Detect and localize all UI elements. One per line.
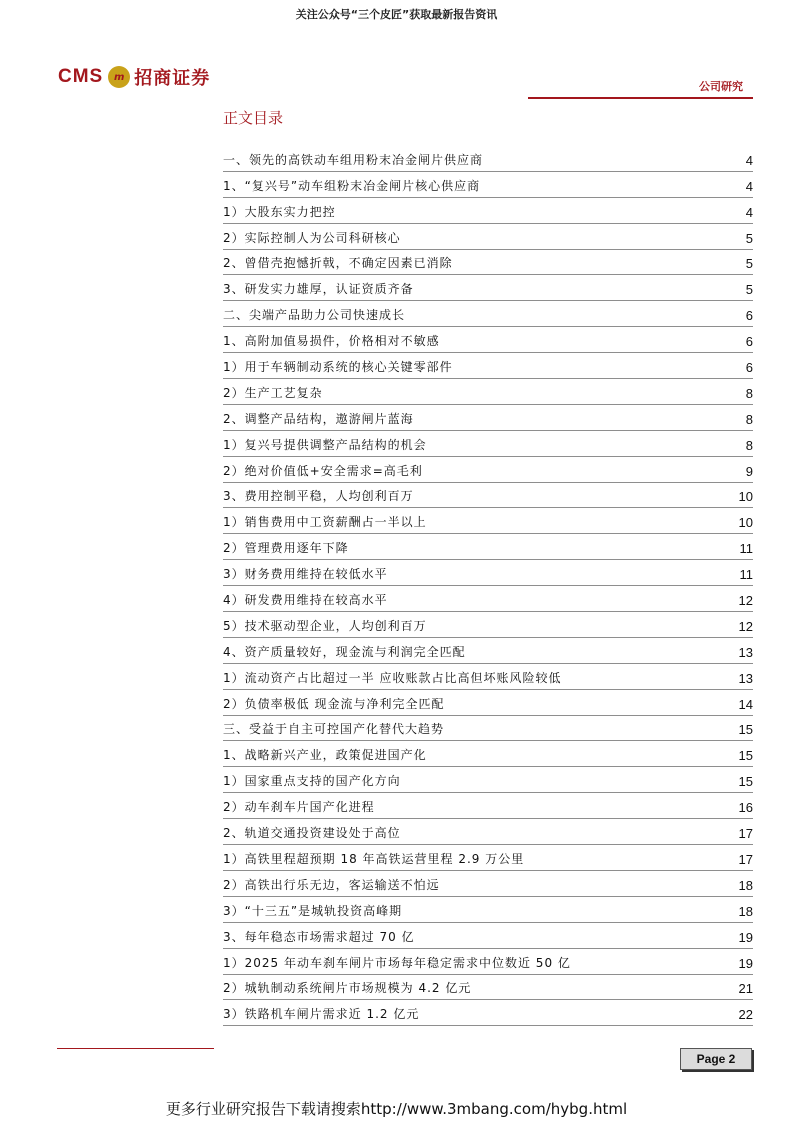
toc-entry-page: 8 <box>745 411 753 427</box>
toc-entry-label: 3、每年稳态市场需求超过 70 亿 <box>223 929 415 944</box>
toc-entry-page: 14 <box>738 696 753 712</box>
toc-entry-label: 5）技术驱动型企业，人均创利百万 <box>223 618 427 633</box>
toc-entry[interactable] <box>223 1000 753 1026</box>
toc-entry[interactable] <box>223 301 753 327</box>
report-section-label: 公司研究 <box>699 80 743 93</box>
toc-entry-label: 1）销售费用中工资薪酬占一半以上 <box>223 515 427 530</box>
toc-entry[interactable] <box>223 975 753 1001</box>
toc-entry-page: 8 <box>745 385 753 401</box>
toc-entry-page: 19 <box>738 955 753 971</box>
toc-entry-page: 8 <box>745 437 753 453</box>
toc-entry-label: 3）“十三五”是城轨投资高峰期 <box>223 903 403 918</box>
toc-entry-label: 3、费用控制平稳，人均创利百万 <box>223 489 414 504</box>
toc-entry-label: 3）铁路机车闸片需求近 1.2 亿元 <box>223 1007 420 1022</box>
toc-entry[interactable] <box>223 716 753 742</box>
toc-entry-page: 5 <box>745 230 753 246</box>
toc-entry-label: 一、领先的高铁动车组用粉末冶金闸片供应商 <box>223 152 484 167</box>
toc-entry[interactable] <box>223 949 753 975</box>
toc-entry-label: 4、资产质量较好，现金流与利润完全匹配 <box>223 644 466 659</box>
header-divider <box>528 97 753 99</box>
toc-entry-label: 2）实际控制人为公司科研核心 <box>223 230 401 245</box>
toc-entry-label: 1）大股东实力把控 <box>223 204 336 219</box>
toc-entry-label: 3、研发实力雄厚，认证资质齐备 <box>223 282 414 297</box>
toc-entry-label: 1）用于车辆制动系统的核心关键零部件 <box>223 360 453 375</box>
toc-entry-label: 1）2025 年动车刹车闸片市场每年稳定需求中位数近 50 亿 <box>223 955 571 970</box>
toc-entry[interactable] <box>223 638 753 664</box>
toc-entry-label: 4）研发费用维持在较高水平 <box>223 593 388 608</box>
toc-entry[interactable] <box>223 534 753 560</box>
toc-entry-page: 6 <box>745 360 753 376</box>
toc-entry-label: 2）城轨制动系统闸片市场规模为 4.2 亿元 <box>223 981 472 996</box>
toc-entry-label: 1、高附加值易损件，价格相对不敏感 <box>223 334 440 349</box>
logo-latin-text: CMS <box>58 66 104 87</box>
toc-entry-label: 2、轨道交通投资建设处于高位 <box>223 826 401 841</box>
toc-entry[interactable] <box>223 845 753 871</box>
toc-entry-page: 22 <box>738 1007 753 1023</box>
toc-entry[interactable] <box>223 612 753 638</box>
toc-entry-label: 三、受益于自主可控国产化替代大趋势 <box>223 722 445 737</box>
toc-entry[interactable] <box>223 560 753 586</box>
toc-entry[interactable] <box>223 793 753 819</box>
toc-entry[interactable] <box>223 224 753 250</box>
toc-entry-page: 21 <box>738 981 753 997</box>
toc-entry-label: 2、调整产品结构，遨游闸片蓝海 <box>223 411 414 426</box>
toc-entry[interactable] <box>223 690 753 716</box>
toc-entry[interactable] <box>223 508 753 534</box>
toc-entry[interactable] <box>223 275 753 301</box>
toc-entry-label: 2、曾借壳抱憾折戟，不确定因素已消除 <box>223 256 453 271</box>
page-number-badge: Page 2 <box>680 1048 752 1070</box>
toc-entry[interactable] <box>223 379 753 405</box>
cms-logo <box>58 64 210 90</box>
toc-entry-page: 17 <box>738 851 753 867</box>
toc-entry-label: 1）国家重点支持的国产化方向 <box>223 774 401 789</box>
table-of-contents <box>223 146 753 1026</box>
toc-entry-page: 6 <box>745 308 753 324</box>
toc-entry-label: 1）高铁里程超预期 18 年高铁运营里程 2.9 万公里 <box>223 851 525 866</box>
footnote-divider <box>57 1048 214 1049</box>
toc-entry-page: 9 <box>745 463 753 479</box>
toc-entry[interactable] <box>223 483 753 509</box>
toc-entry[interactable] <box>223 146 753 172</box>
top-banner-note: 关注公众号“三个皮匠”获取最新报告资讯 <box>295 8 498 21</box>
toc-entry[interactable] <box>223 586 753 612</box>
toc-entry[interactable] <box>223 819 753 845</box>
toc-entry-page: 4 <box>745 204 753 220</box>
toc-entry[interactable] <box>223 767 753 793</box>
toc-entry-page: 18 <box>738 877 753 893</box>
toc-entry-label: 1、“复兴号”动车组粉末冶金闸片核心供应商 <box>223 178 481 193</box>
toc-entry-label: 2）高铁出行乐无边，客运输送不怕远 <box>223 877 440 892</box>
toc-entry[interactable] <box>223 405 753 431</box>
toc-entry[interactable] <box>223 198 753 224</box>
toc-entry-page: 17 <box>738 826 753 842</box>
toc-entry-label: 2）负债率极低 现金流与净利完全匹配 <box>223 696 445 711</box>
toc-entry-page: 15 <box>738 722 753 738</box>
logo-chinese-text: 招商证券 <box>134 68 211 89</box>
toc-entry-label: 3）财务费用维持在较低水平 <box>223 567 388 582</box>
toc-entry[interactable] <box>223 897 753 923</box>
toc-entry-page: 4 <box>745 178 753 194</box>
toc-entry-page: 12 <box>738 618 753 634</box>
toc-entry-page: 11 <box>739 541 753 557</box>
toc-entry-label: 2）绝对价值低+安全需求=高毛利 <box>223 463 423 478</box>
toc-entry-page: 16 <box>738 800 753 816</box>
toc-entry-page: 13 <box>738 644 753 660</box>
toc-entry-page: 10 <box>738 489 753 505</box>
toc-entry-page: 19 <box>738 929 753 945</box>
bottom-download-note: 更多行业研究报告下载请搜索http://www.3mbang.com/hybg.html <box>165 1100 628 1118</box>
toc-entry-page: 12 <box>738 593 753 609</box>
toc-entry-page: 15 <box>738 774 753 790</box>
toc-entry-page: 11 <box>739 567 753 583</box>
toc-entry-label: 1、战略新兴产业，政策促进国产化 <box>223 748 427 763</box>
toc-entry[interactable] <box>223 741 753 767</box>
toc-entry[interactable] <box>223 871 753 897</box>
toc-entry-page: 5 <box>745 256 753 272</box>
toc-entry[interactable] <box>223 172 753 198</box>
toc-entry[interactable] <box>223 250 753 276</box>
logo-emblem-icon: m <box>108 66 130 88</box>
toc-title: 正文目录 <box>223 109 284 127</box>
toc-entry-page: 4 <box>745 152 753 168</box>
toc-entry[interactable] <box>223 327 753 353</box>
toc-entry[interactable] <box>223 457 753 483</box>
toc-entry-label: 2）管理费用逐年下降 <box>223 541 349 556</box>
toc-entry-page: 13 <box>738 670 753 686</box>
toc-entry-page: 18 <box>738 903 753 919</box>
toc-entry-page: 5 <box>745 282 753 298</box>
toc-entry-label: 1）复兴号提供调整产品结构的机会 <box>223 437 427 452</box>
toc-entry-label: 1）流动资产占比超过一半 应收账款占比高但坏账风险较低 <box>223 670 562 685</box>
toc-entry-page: 10 <box>738 515 753 531</box>
toc-entry[interactable] <box>223 431 753 457</box>
toc-entry-page: 15 <box>738 748 753 764</box>
toc-entry-label: 2）生产工艺复杂 <box>223 385 323 400</box>
toc-entry[interactable] <box>223 664 753 690</box>
toc-entry[interactable] <box>223 923 753 949</box>
toc-entry[interactable] <box>223 353 753 379</box>
toc-entry-page: 6 <box>745 334 753 350</box>
toc-entry-label: 二、尖端产品助力公司快速成长 <box>223 308 406 323</box>
toc-entry-label: 2）动车刹车片国产化进程 <box>223 800 375 815</box>
